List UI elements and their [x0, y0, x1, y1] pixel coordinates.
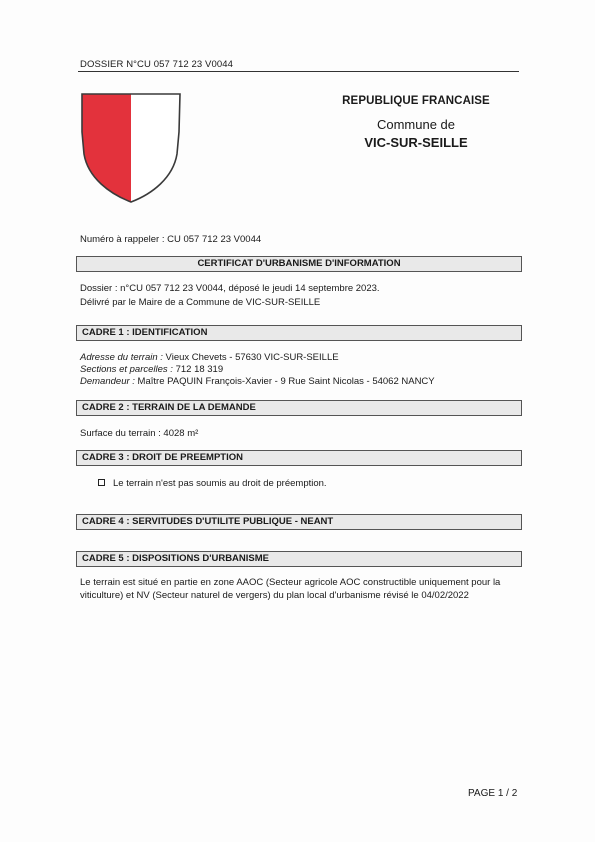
issuer-block — [318, 95, 514, 150]
issued-line: Délivré par le Maire de a Commune de VIC-SUR-SEILLE — [80, 297, 321, 308]
certificate-title-box: CERTIFICAT D'URBANISME D'INFORMATION — [76, 256, 522, 272]
dossier-reference: DOSSIER N°CU 057 712 23 V0044 — [80, 59, 233, 70]
preemption-line — [98, 478, 327, 489]
preemption-checkbox[interactable] — [98, 479, 105, 486]
cadre1-title-box: CADRE 1 : IDENTIFICATION — [76, 325, 522, 341]
sections-value: 712 18 319 — [172, 364, 224, 375]
dossier-line: Dossier : n°CU 057 712 23 V0044, déposé le jeudi 14 septembre 2023. — [80, 283, 380, 294]
recall-number: Numéro à rappeler : CU 057 712 23 V0044 — [80, 234, 262, 245]
coat-of-arms-icon — [80, 92, 182, 204]
page-number: PAGE 1 / 2 — [468, 788, 518, 799]
cadre3-title-box: CADRE 3 : DROIT DE PREEMPTION — [76, 450, 522, 466]
sections-line — [80, 364, 223, 375]
demandeur-line — [80, 376, 435, 387]
sections-label: Sections et parcelles : — [80, 364, 173, 375]
urbanism-dispositions-text: Le terrain est situé en partie en zone AAOC (Secteur agricole AOC constructible uniquement pour la viticulture) et NV (Secteur naturel de vergers) du plan local d'urbanisme révisé le 04/02/2022 — [80, 577, 501, 601]
commune-label: Commune de — [376, 117, 456, 132]
cadre2-title-box: CADRE 2 : TERRAIN DE LA DEMANDE — [76, 400, 522, 416]
adresse-line — [80, 352, 339, 363]
demandeur-value: Maître PAQUIN François-Xavier - 9 Rue Saint Nicolas - 54062 NANCY — [134, 376, 435, 387]
republic-title: REPUBLIQUE FRANCAISE — [342, 95, 490, 107]
cadre5-title-box: CADRE 5 : DISPOSITIONS D'URBANISME — [76, 551, 522, 567]
adresse-label: Adresse du terrain : — [80, 352, 163, 363]
adresse-value: Vieux Chevets - 57630 VIC-SUR-SEILLE — [162, 352, 339, 363]
town-name: VIC-SUR-SEILLE — [364, 135, 468, 150]
preemption-text: Le terrain n'est pas soumis au droit de préemption. — [113, 478, 327, 489]
cadre4-title-box: CADRE 4 : SERVITUDES D'UTILITE PUBLIQUE - NEANT — [76, 514, 522, 530]
header-rule — [78, 71, 519, 72]
surface-line: Surface du terrain : 4028 m² — [80, 428, 199, 439]
demandeur-label: Demandeur : — [80, 376, 135, 387]
